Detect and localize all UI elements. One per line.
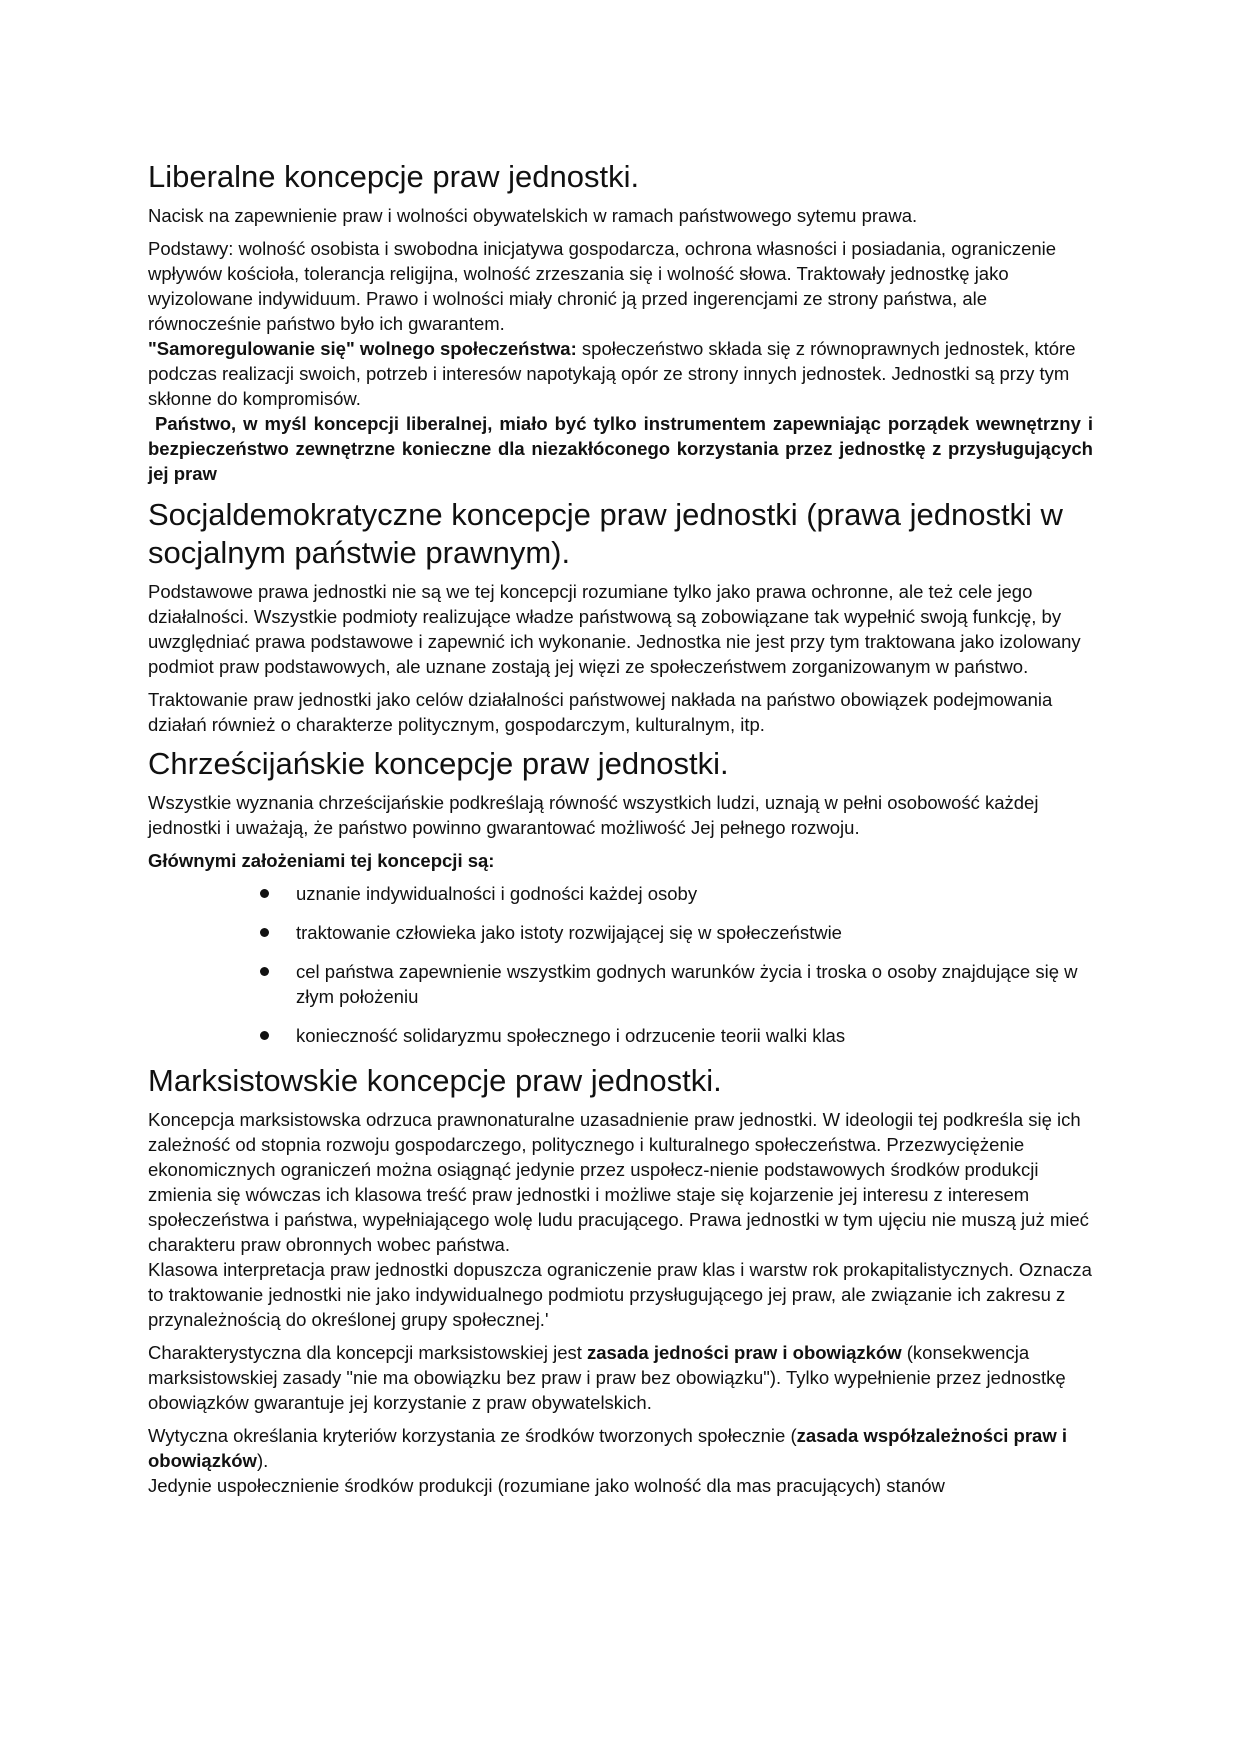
- marxist-para-3-post: (konsekwencja marksistowskiej zasady "nie ma obowiązku bez praw i praw bez obowiązku"). Tylko wypełnienie przez jednostkę obowiązków gwarantuje jej korzystanie z praw obywatelskich.: [148, 1342, 1066, 1413]
- bullet-icon: [260, 889, 269, 898]
- list-item-text: traktowanie człowieka jako istoty rozwijającej się w społeczeństwie: [296, 922, 842, 943]
- selfregulation-term: "Samoregulowanie się" wolnego społeczeństwa:: [148, 338, 577, 359]
- selfregulation-text: społeczeństwo składa się z równoprawnych jednostek, które podczas realizacji swoich, potrzeb i interesów napotykają opór ze strony innych jednostek. Jednostki są przy tym skłonne do kompromisów.: [148, 338, 1076, 409]
- bullet-icon: [260, 928, 269, 937]
- christian-list-title: [148, 848, 1093, 873]
- marxist-para-4: [148, 1423, 1093, 1473]
- socialdem-para-1: Podstawowe prawa jednostki nie są we tej koncepcji rozumiane tylko jako prawa ochronne, ale też cele jego działalności. Wszystkie podmioty realizujące władze państwową są zobowiązane tak wypełnić swoją funkcję, by uwzględniać prawa podstawowe i zapewnić ich wykonanie. Jednostka nie jest przy tym traktowana jako izolowany podmiot praw podstawowych, ale uznane zostają jej więzi ze społeczeństwem zorganizowanym w państwo.: [148, 581, 1081, 677]
- marxist-para-5: Jedynie uspołecznienie środków produkcji (rozumiane jako wolność dla mas pracujących) stanów: [148, 1475, 945, 1496]
- marxist-para-3-pre: Charakterystyczna dla koncepcji marksistowskiej jest: [148, 1342, 588, 1363]
- bullet-icon: [260, 1031, 269, 1040]
- christian-para-1: Wszystkie wyznania chrześcijańskie podkreślają równość wszystkich ludzi, uznają w pełni osobowość każdej jednostki i uważają, że państwo powinno gwarantować możliwość Jej pełnego rozwoju.: [148, 792, 1039, 838]
- socialdem-para-2: Traktowanie praw jednostki jako celów działalności państwowej nakłada na państwo obowiązek podejmowania działań również o charakterze politycznym, gospodarczym, kulturalnym, itp.: [148, 689, 1053, 735]
- document-page: [148, 158, 1093, 1506]
- marxist-principle-interdependence: zasada współzależności praw i obowiązków: [148, 1425, 1068, 1471]
- heading-christian: Chrześcijańskie koncepcje praw jednostki.: [148, 746, 729, 781]
- list-item: [148, 959, 1093, 1009]
- liberal-intro: Nacisk na zapewnienie praw i wolności obywatelskich w ramach państwowego sytemu prawa.: [148, 205, 918, 226]
- marxist-para-4-pre: Wytyczna określania kryteriów korzystania ze środków tworzonych społecznie (: [148, 1425, 797, 1446]
- marxist-para-1: Koncepcja marksistowska odrzuca prawnonaturalne uzasadnienie praw jednostki. W ideologii tej podkreśla się ich zależność od stopnia rozwoju gospodarczego, politycznego i kulturalnego społeczeństwa. Przezwyciężenie ekonomicznych ograniczeń można osiągnąć jedynie przez uspołecz-nienie podstawowych środków produkcji zmienia się wówczas ich klasowa treść praw jednostki i możliwe staje się kojarzenie jej interesu z interesem społeczeństwa i państwa, wypełniającego wolę ludu pracującego. Prawa jednostki w tym ujęciu nie muszą już mieć charakteru praw obronnych wobec państwa.: [148, 1109, 1089, 1255]
- bullet-icon: [260, 967, 269, 976]
- liberal-state-text: Państwo, w myśl koncepcji liberalnej, miało być tylko instrumentem zapewniając porządek wewnętrzny i bezpieczeństwo zewnętrzne konieczne dla niezakłóconego korzystania przez jednostkę z przysługujących jej praw: [148, 413, 1094, 484]
- list-item: [148, 881, 1093, 906]
- list-item: [148, 920, 1093, 945]
- heading-marxist: Marksistowskie koncepcje praw jednostki.: [148, 1063, 722, 1098]
- christian-assumptions-list: [148, 881, 1093, 1048]
- marxist-principle-unity: zasada jedności praw i obowiązków: [587, 1342, 902, 1363]
- heading-liberal: Liberalne koncepcje praw jednostki.: [148, 159, 640, 194]
- liberal-selfregulation: [148, 336, 1093, 411]
- list-item-text: konieczność solidaryzmu społecznego i odrzucenie teorii walki klas: [296, 1025, 846, 1046]
- liberal-state: [148, 411, 1093, 486]
- marxist-para-4-post: ).: [256, 1450, 269, 1471]
- christian-list-title-text: Głównymi założeniami tej koncepcji są:: [148, 850, 495, 871]
- list-item-text: uznanie indywidualności i godności każdej osoby: [296, 883, 698, 904]
- list-item-text: cel państwa zapewnienie wszystkim godnych warunków życia i troska o osoby znajdujące się w złym położeniu: [296, 961, 1078, 1007]
- liberal-basics: Podstawy: wolność osobista i swobodna inicjatywa gospodarcza, ochrona własności i posiadania, ograniczenie wpływów kościoła, tolerancja religijna, wolność zrzeszania się i wolność słowa. Traktowały jednostkę jako wyizolowane indywiduum. Prawo i wolności miały chronić ją przed ingerencjami ze strony państwa, ale równocześnie państwo było ich gwarantem.: [148, 238, 1057, 334]
- list-item: [148, 1023, 1093, 1048]
- heading-socialdemocratic: Socjaldemokratyczne koncepcje praw jednostki (prawa jednostki w socjalnym państwie prawnym).: [148, 497, 1063, 570]
- marxist-para-3: [148, 1340, 1093, 1415]
- marxist-para-2: Klasowa interpretacja praw jednostki dopuszcza ograniczenie praw klas i warstw rok prokapitalistycznych. Oznacza to traktowanie jednostki nie jako indywidualnego podmiotu przysługującego jej praw, ale związanie ich zakresu z przynależnością do określonej grupy społecznej.': [148, 1259, 1092, 1330]
